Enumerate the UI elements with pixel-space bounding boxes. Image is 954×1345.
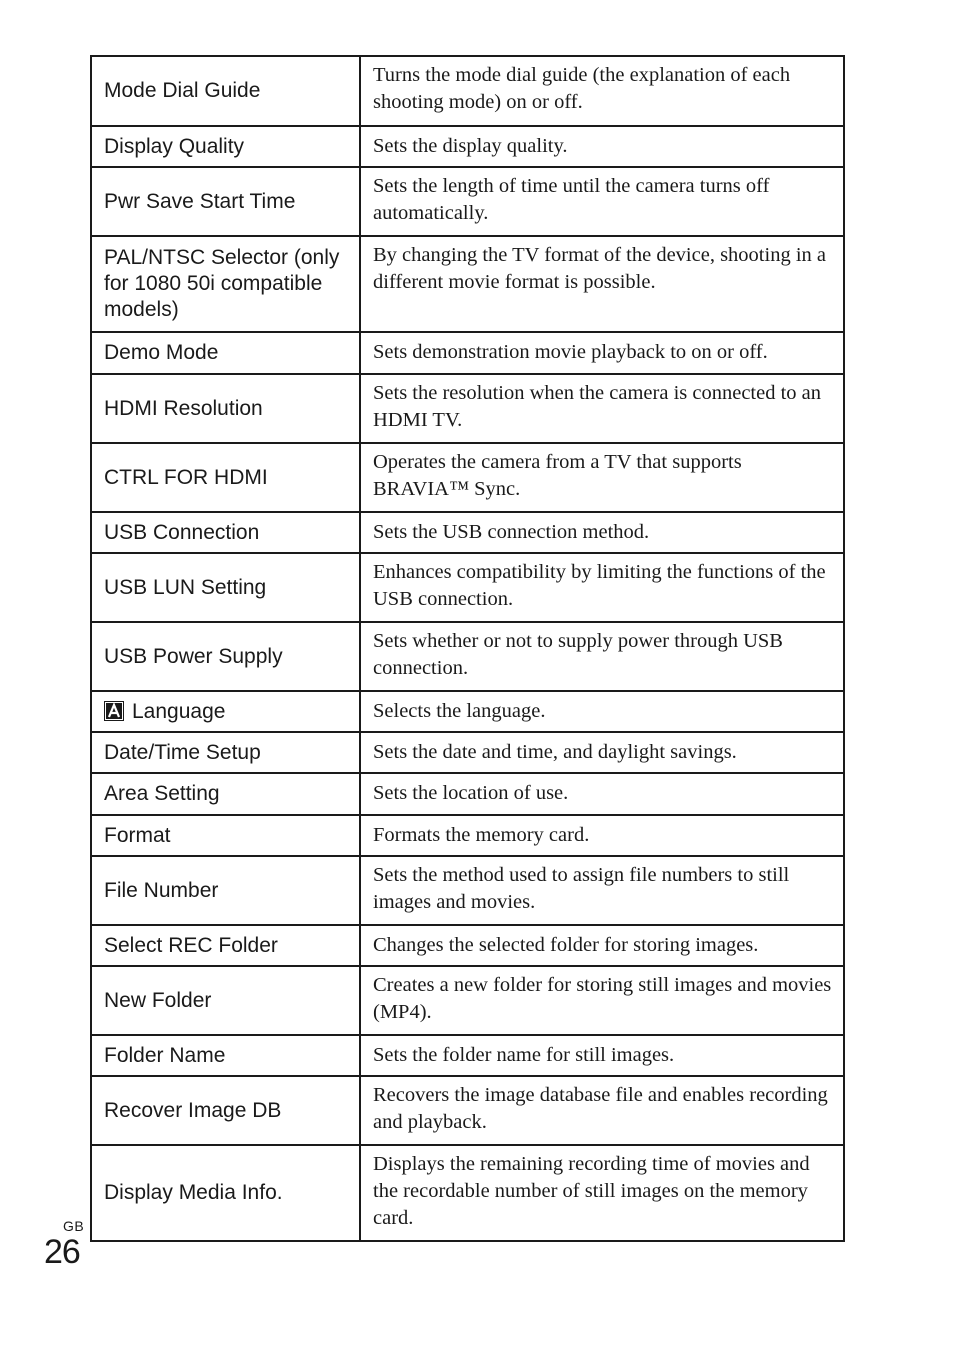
table-row [91, 925, 844, 966]
setting-description: Sets the display quality. [360, 126, 844, 167]
setting-description: Sets the length of time until the camera turns off automatically. [360, 167, 844, 236]
page-number: 26 [44, 1233, 80, 1271]
setting-description: Enhances compatibility by limiting the functions of the USB connection. [360, 553, 844, 622]
setting-name: New Folder [91, 966, 360, 1035]
table-row [91, 443, 844, 512]
setting-name: File Number [91, 856, 360, 925]
setting-name: Date/Time Setup [91, 732, 360, 773]
setting-name: Display Quality [91, 126, 360, 167]
setting-description: Operates the camera from a TV that supports BRAVIA™ Sync. [360, 443, 844, 512]
setting-description: Sets the resolution when the camera is connected to an HDMI TV. [360, 374, 844, 443]
table-row [91, 167, 844, 236]
table-row [91, 1076, 844, 1145]
settings-table [90, 55, 845, 1242]
table-row [91, 332, 844, 374]
setting-name: USB Connection [91, 512, 360, 553]
setting-name: Recover Image DB [91, 1076, 360, 1145]
setting-name: USB LUN Setting [91, 553, 360, 622]
setting-name: Mode Dial Guide [91, 56, 360, 126]
setting-name-cell [91, 691, 360, 732]
setting-description: Sets the location of use. [360, 773, 844, 815]
setting-name: Area Setting [91, 773, 360, 815]
setting-description: Sets demonstration movie playback to on or off. [360, 332, 844, 374]
setting-description: Turns the mode dial guide (the explanation of each shooting mode) on or off. [360, 56, 844, 126]
setting-description: Formats the memory card. [360, 815, 844, 856]
setting-name: Pwr Save Start Time [91, 167, 360, 236]
table-row [91, 374, 844, 443]
setting-description: Creates a new folder for storing still images and movies (MP4). [360, 966, 844, 1035]
table-row [91, 622, 844, 691]
table-row [91, 1145, 844, 1241]
setting-description: Selects the language. [360, 691, 844, 732]
table-row [91, 815, 844, 856]
setting-name: HDMI Resolution [91, 374, 360, 443]
setting-name: Demo Mode [91, 332, 360, 374]
table-row [91, 56, 844, 126]
setting-description: Changes the selected folder for storing images. [360, 925, 844, 966]
setting-description: Sets the USB connection method. [360, 512, 844, 553]
setting-name: CTRL FOR HDMI [91, 443, 360, 512]
setting-description: Sets whether or not to supply power through USB connection. [360, 622, 844, 691]
setting-description: Sets the method used to assign file numbers to still images and movies. [360, 856, 844, 925]
setting-name: Display Media Info. [91, 1145, 360, 1241]
setting-description: By changing the TV format of the device, shooting in a different movie format is possible. [360, 236, 844, 332]
table-row [91, 691, 844, 732]
setting-name: Folder Name [91, 1035, 360, 1076]
table-row [91, 856, 844, 925]
table-row [91, 126, 844, 167]
language-icon [104, 701, 124, 721]
setting-description: Displays the remaining recording time of movies and the recordable number of still images on the memory card. [360, 1145, 844, 1241]
table-row [91, 1035, 844, 1076]
table-row [91, 966, 844, 1035]
setting-description: Recovers the image database file and enables recording and playback. [360, 1076, 844, 1145]
setting-name: Language [132, 699, 226, 723]
table-row [91, 553, 844, 622]
setting-name: Select REC Folder [91, 925, 360, 966]
setting-name: PAL/NTSC Selector (only for 1080 50i compatible models) [91, 236, 360, 332]
setting-description: Sets the folder name for still images. [360, 1035, 844, 1076]
table-row [91, 512, 844, 553]
region-code: GB [63, 1218, 85, 1234]
table-row [91, 732, 844, 773]
setting-name: Format [91, 815, 360, 856]
table-row [91, 236, 844, 332]
table-row [91, 773, 844, 815]
setting-name: USB Power Supply [91, 622, 360, 691]
setting-description: Sets the date and time, and daylight savings. [360, 732, 844, 773]
